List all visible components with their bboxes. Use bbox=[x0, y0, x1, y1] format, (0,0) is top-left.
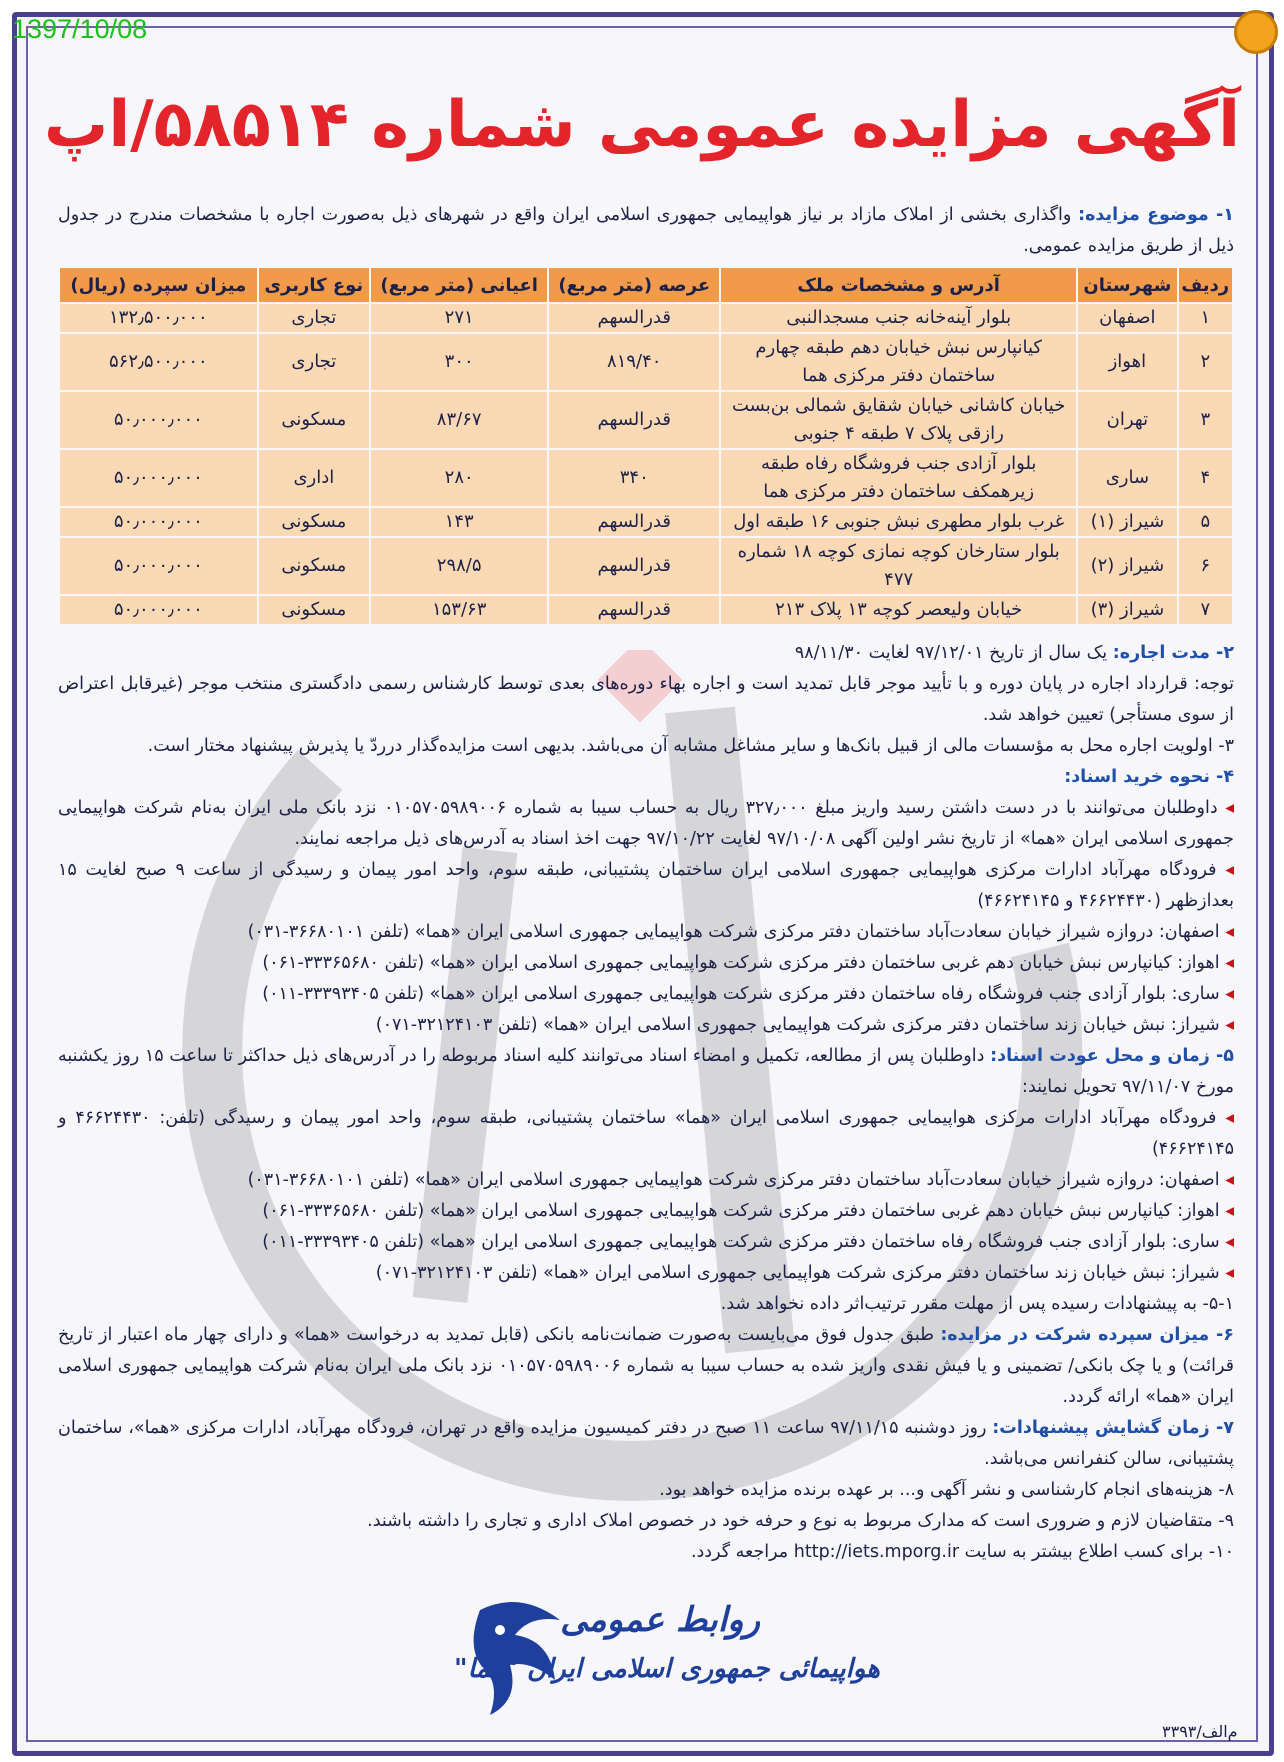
homa-logo bbox=[454, 1590, 880, 1720]
section-7 bbox=[58, 1413, 1234, 1475]
section-6-text: طبق جدول فوق می‌بایست به‌صورت ضمانت‌نامه بانکی (قابل تمدید به درخواست «هما» و دارای چهار ماه اعتبار از تاریخ قرائت) و یا چک بانکی/ تضمینی و یا فیش نقدی واریز شده به حساب سیبا به شماره ۰۱۰۵۷۰۵۹۸۹۰۰۶ نزد بانک ملی ایران به‌نام شرکت هواپیمایی جمهوری اسلامی ایران «هما» ارائه گردد. bbox=[58, 1325, 1234, 1407]
table-cell: ۵۰٫۰۰۰٫۰۰۰ bbox=[60, 450, 257, 506]
section-4-list bbox=[58, 793, 1234, 1041]
column-header: میزان سپرده (ریال) bbox=[60, 268, 257, 302]
address-item bbox=[58, 793, 1234, 855]
table-cell: مسکونی bbox=[259, 538, 369, 594]
table-cell: اصفهان bbox=[1078, 304, 1176, 332]
bullet-icon: ◂ bbox=[1219, 1170, 1234, 1190]
table-cell: ۲ bbox=[1179, 334, 1232, 390]
table-row bbox=[60, 392, 1232, 448]
table-cell: تجاری bbox=[259, 304, 369, 332]
property-table bbox=[58, 266, 1234, 626]
section-1-heading: ۱- موضوع مزایده: bbox=[1078, 205, 1234, 225]
bullet-icon: ◂ bbox=[1219, 1015, 1234, 1035]
section-5-note: ۵-۱- به پیشنهادات رسیده پس از مهلت مقرر ترتیب‌اثر داده نخواهد شد. bbox=[720, 1294, 1234, 1314]
table-cell: قدرالسهم bbox=[549, 392, 719, 448]
website-link[interactable]: http://iets.mporg.ir bbox=[793, 1542, 960, 1562]
section-10 bbox=[58, 1537, 1234, 1568]
table-cell: مسکونی bbox=[259, 392, 369, 448]
table-cell: اداری bbox=[259, 450, 369, 506]
address-item bbox=[58, 1196, 1234, 1227]
bullet-icon: ◂ bbox=[1219, 1201, 1234, 1221]
table-cell: مسکونی bbox=[259, 596, 369, 624]
table-cell: ۵۰٫۰۰۰٫۰۰۰ bbox=[60, 596, 257, 624]
section-8: ۸- هزینه‌های انجام کارشناسی و نشر آگهی و... بر عهده برنده مزایده خواهد بود. bbox=[659, 1480, 1234, 1500]
table-cell: ۱ bbox=[1179, 304, 1232, 332]
address-item bbox=[58, 1165, 1234, 1196]
address-item bbox=[58, 1227, 1234, 1258]
section-2 bbox=[58, 638, 1234, 669]
table-cell: ۱۳۲٫۵۰۰٫۰۰۰ bbox=[60, 304, 257, 332]
table-cell: خیابان کاشانی خیابان شقایق شمالی بن‌بست رازقی پلاک ۷ طبقه ۴ جنوبی bbox=[721, 392, 1076, 448]
address-text: ساری: بلوار آزادی جنب فروشگاه رفاه ساختمان دفتر مرکزی شرکت هواپیمایی جمهوری اسلامی ایران «هما» (تلفن ۳۳۳۹۳۴۰۵-۰۱۱) bbox=[262, 1232, 1220, 1252]
table-cell: مسکونی bbox=[259, 508, 369, 536]
table-cell: ۵ bbox=[1179, 508, 1232, 536]
page-title: آگهی مزایده عمومی شماره ۵۸۵۱۴/اپ bbox=[44, 88, 1240, 162]
table-cell: ۳۰۰ bbox=[371, 334, 547, 390]
bullet-icon: ◂ bbox=[1219, 953, 1234, 973]
table-cell: شیراز (۲) bbox=[1078, 538, 1176, 594]
table-cell: ۶ bbox=[1179, 538, 1232, 594]
column-header: عرصه (متر مربع) bbox=[549, 268, 719, 302]
table-cell: کیانپارس نبش خیابان دهم طبقه چهارم ساختمان دفتر مرکزی هما bbox=[721, 334, 1076, 390]
table-cell: قدرالسهم bbox=[549, 508, 719, 536]
address-text: داوطلبان می‌توانند با در دست داشتن رسید واریز مبلغ ۳۲۷٫۰۰۰ ریال به حساب سیبا به شماره ۰۱۰۵۷۰۵۹۸۹۰۰۶ نزد بانک ملی ایران به‌نام شرکت هواپیمایی جمهوری اسلامی ایران «هما» از تاریخ نشر اولین آگهی ۹۷/۱۰/۰۸ لغایت ۹۷/۱۰/۲۲ جهت اخذ اسناد به آدرس‌های ذیل مراجعه نمایند. bbox=[58, 798, 1234, 849]
section-7-text: روز دوشنبه ۹۷/۱۱/۱۵ ساعت ۱۱ صبح در دفتر کمیسیون مزایده واقع در تهران، فرودگاه مهرآباد، ادارات مرکزی «هما»، ساختمان پشتیبانی، سالن کنفرانس می‌باشد. bbox=[58, 1418, 1234, 1469]
table-cell: ۳۴۰ bbox=[549, 450, 719, 506]
table-cell: ۲۷۱ bbox=[371, 304, 547, 332]
table-cell: ۵۰٫۰۰۰٫۰۰۰ bbox=[60, 538, 257, 594]
section-1 bbox=[58, 200, 1234, 262]
address-text: اصفهان: دروازه شیراز خیابان سعادت‌آباد ساختمان دفتر مرکزی شرکت هواپیمایی جمهوری اسلامی ایران «هما» (تلفن ۳۶۶۸۰۱۰۱-۰۳۱) bbox=[247, 1170, 1220, 1190]
address-text: شیراز: نبش خیابان زند ساختمان دفتر مرکزی شرکت هواپیمایی جمهوری اسلامی ایران «هما» (تلفن ۳۲۱۲۴۱۰۳-۰۷۱) bbox=[375, 1015, 1220, 1035]
lease-period: یک سال از تاریخ ۹۷/۱۲/۰۱ لغایت ۹۸/۱۱/۳۰ bbox=[794, 643, 1108, 663]
section-3: ۳- اولویت اجاره محل به مؤسسات مالی از قبیل بانک‌ها و سایر مشاغل مشابه آن می‌باشد. بدیهی است مزایده‌گذار درردّ یا پذیرش پیشنهاد مختار است. bbox=[147, 736, 1234, 756]
section-5-list bbox=[58, 1103, 1234, 1289]
address-item bbox=[58, 979, 1234, 1010]
table-cell: ۸۱۹/۴۰ bbox=[549, 334, 719, 390]
column-header: شهرستان bbox=[1078, 268, 1176, 302]
table-cell: ۵۰٫۰۰۰٫۰۰۰ bbox=[60, 508, 257, 536]
column-header: ردیف bbox=[1179, 268, 1232, 302]
table-cell: بلوار آینه‌خانه جنب مسجدالنبی bbox=[721, 304, 1076, 332]
bullet-icon: ◂ bbox=[1219, 922, 1234, 942]
table-row bbox=[60, 508, 1232, 536]
address-text: فرودگاه مهرآباد ادارات مرکزی هواپیمایی جمهوری اسلامی ایران «هما» ساختمان پشتیبانی، طبقه سوم، واحد امور پیمان و رسیدگی (تلفن: ۴۶۶۲۴۴۳۰ و ۴۶۶۲۴۱۴۵) bbox=[58, 1108, 1234, 1159]
table-cell: قدرالسهم bbox=[549, 596, 719, 624]
table-cell: ۳ bbox=[1179, 392, 1232, 448]
bullet-icon: ◂ bbox=[1219, 1232, 1234, 1252]
table-cell: ۲۹۸/۵ bbox=[371, 538, 547, 594]
address-item bbox=[58, 1258, 1234, 1289]
address-text: اهواز: کیانپارس نبش خیابان دهم غربی ساختمان دفتر مرکزی شرکت هواپیمایی جمهوری اسلامی ایران «هما» (تلفن ۳۳۳۶۵۶۸۰-۰۶۱) bbox=[262, 1201, 1220, 1221]
table-cell: شیراز (۳) bbox=[1078, 596, 1176, 624]
column-header: اعیانی (متر مربع) bbox=[371, 268, 547, 302]
table-cell: شیراز (۱) bbox=[1078, 508, 1176, 536]
table-cell: اهواز bbox=[1078, 334, 1176, 390]
address-text: فرودگاه مهرآباد ادارات مرکزی هواپیمایی جمهوری اسلامی ایران ساختمان پشتیبانی، طبقه سوم، واحد امور پیمان و رسیدگی از ساعت ۹ صبح لغایت ۱۵ بعدازظهر (۴۶۶۲۴۴۳۰ و ۴۶۶۲۴۱۴۵) bbox=[58, 860, 1234, 911]
address-item bbox=[58, 1010, 1234, 1041]
table-row bbox=[60, 450, 1232, 506]
address-item bbox=[58, 917, 1234, 948]
bullet-icon: ◂ bbox=[1216, 1108, 1234, 1128]
logo-airline-name: هواپیمائی جمهوری اسلامی ایران "هما" bbox=[454, 1654, 880, 1684]
address-item bbox=[58, 855, 1234, 917]
column-header: نوع کاربری bbox=[259, 268, 369, 302]
section-2-heading: ۲- مدت اجاره: bbox=[1112, 643, 1234, 663]
section-10-text: ۱۰- برای کسب اطلاع بیشتر به سایت bbox=[964, 1542, 1234, 1562]
column-header: آدرس و مشخصات ملک bbox=[721, 268, 1076, 302]
address-text: اصفهان: دروازه شیراز خیابان سعادت‌آباد ساختمان دفتر مرکزی شرکت هواپیمایی جمهوری اسلامی ایران «هما» (تلفن ۳۶۶۸۰۱۰۱-۰۳۱) bbox=[247, 922, 1220, 942]
table-cell: ۱۵۳/۶۳ bbox=[371, 596, 547, 624]
section-5 bbox=[58, 1041, 1234, 1103]
section-2-note: توجه: قرارداد اجاره در پایان دوره و با تأیید موجر قابل تمدید است و اجاره بهاء دوره‌های بعدی توسط کارشناس رسمی دادگستری منتخب موجر (غیرقابل اعتراض از سوی مستأجر) تعیین خواهد شد. bbox=[58, 674, 1234, 725]
table-row bbox=[60, 304, 1232, 332]
table-cell: ۴ bbox=[1179, 450, 1232, 506]
table-body bbox=[60, 304, 1232, 624]
table-cell: خیابان ولیعصر کوچه ۱۳ پلاک ۲۱۳ bbox=[721, 596, 1076, 624]
table-header-row bbox=[60, 268, 1232, 302]
table-cell: ۸۳/۶۷ bbox=[371, 392, 547, 448]
ad-body bbox=[58, 200, 1234, 1568]
section-7-heading: ۷- زمان گشایش پیشنهادات: bbox=[992, 1418, 1234, 1438]
section-9: ۹- متقاضیان لازم و ضروری است که مدارک مربوط به نوع و حرفه خود در خصوص املاک اداری و تجاری را داشته باشند. bbox=[367, 1511, 1234, 1531]
address-text: شیراز: نبش خیابان زند ساختمان دفتر مرکزی شرکت هواپیمایی جمهوری اسلامی ایران «هما» (تلفن ۳۲۱۲۴۱۰۳-۰۷۱) bbox=[375, 1263, 1220, 1283]
table-cell: تهران bbox=[1078, 392, 1176, 448]
table-row bbox=[60, 334, 1232, 390]
section-6 bbox=[58, 1320, 1234, 1413]
reference-number: م‌الف/۳۳۹۳ bbox=[1162, 1722, 1238, 1741]
logo-public-relations: روابط عمومی bbox=[560, 1600, 760, 1640]
table-row bbox=[60, 538, 1232, 594]
bullet-icon: ◂ bbox=[1216, 860, 1234, 880]
address-item bbox=[58, 948, 1234, 979]
table-cell: ۲۸۰ bbox=[371, 450, 547, 506]
bullet-icon: ◂ bbox=[1219, 984, 1234, 1004]
date-stamp: 1397/10/08 bbox=[12, 14, 148, 44]
table-cell: قدرالسهم bbox=[549, 304, 719, 332]
section-1-text: واگذاری بخشی از املاک مازاد بر نیاز هواپیمایی جمهوری اسلامی ایران واقع در شهرهای ذیل به‌صورت اجاره با مشخصات مندرج در جدول ذیل از طریق مزایده عمومی. bbox=[58, 205, 1234, 256]
section-5-heading: ۵- زمان و محل عودت اسناد: bbox=[990, 1046, 1234, 1066]
section-10-suffix: مراجعه گردد. bbox=[690, 1542, 789, 1562]
table-cell: ۷ bbox=[1179, 596, 1232, 624]
bullet-icon: ◂ bbox=[1217, 798, 1234, 818]
table-cell: ۱۴۳ bbox=[371, 508, 547, 536]
corner-dot-icon bbox=[1234, 10, 1278, 54]
table-cell: تجاری bbox=[259, 334, 369, 390]
table-row bbox=[60, 596, 1232, 624]
section-4-heading: ۴- نحوه خرید اسناد: bbox=[1064, 767, 1234, 787]
address-item bbox=[58, 1103, 1234, 1165]
table-cell: غرب بلوار مطهری نبش جنوبی ۱۶ طبقه اول bbox=[721, 508, 1076, 536]
table-cell: ساری bbox=[1078, 450, 1176, 506]
address-text: ساری: بلوار آزادی جنب فروشگاه رفاه ساختمان دفتر مرکزی شرکت هواپیمایی جمهوری اسلامی ایران «هما» (تلفن ۳۳۳۹۳۴۰۵-۰۱۱) bbox=[262, 984, 1220, 1004]
address-text: اهواز: کیانپارس نبش خیابان دهم غربی ساختمان دفتر مرکزی شرکت هواپیمایی جمهوری اسلامی ایران «هما» (تلفن ۳۳۳۶۵۶۸۰-۰۶۱) bbox=[262, 953, 1220, 973]
table-cell: قدرالسهم bbox=[549, 538, 719, 594]
table-cell: ۵۰٫۰۰۰٫۰۰۰ bbox=[60, 392, 257, 448]
section-6-heading: ۶- میزان سپرده شرکت در مزایده: bbox=[940, 1325, 1234, 1345]
table-cell: بلوار ستارخان کوچه نمازی کوچه ۱۸ شماره ۴۷۷ bbox=[721, 538, 1076, 594]
section-5-text: داوطلبان پس از مطالعه، تکمیل و امضاء اسناد می‌توانند کلیه اسناد مربوطه را در آدرس‌های ذیل حداکثر تا ساعت ۱۵ روز یکشنبه مورخ ۹۷/۱۱/۰۷ تحویل نمایند: bbox=[58, 1046, 1234, 1097]
bullet-icon: ◂ bbox=[1219, 1263, 1234, 1283]
table-cell: بلوار آزادی جنب فروشگاه رفاه طبقه زیرهمکف ساختمان دفتر مرکزی هما bbox=[721, 450, 1076, 506]
table-cell: ۵۶۲٫۵۰۰٫۰۰۰ bbox=[60, 334, 257, 390]
